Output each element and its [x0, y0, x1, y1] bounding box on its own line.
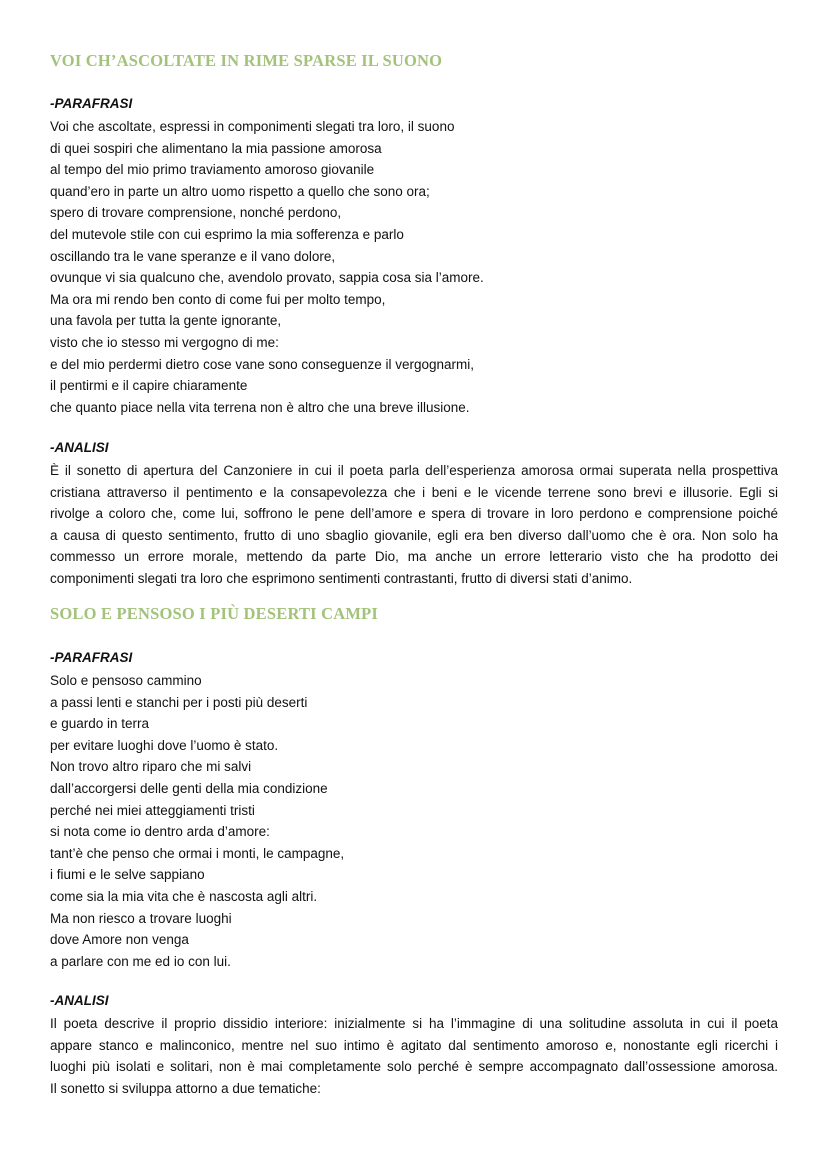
prose-line: appare stanco e malinconico, mentre nel suo intimo è agitato dal sentimento amoroso e, nonostante egli ricerchi i — [50, 1037, 778, 1053]
verse-line: visto che io stesso mi vergogno di me: — [50, 334, 279, 350]
verse-line: dall’accorgersi delle genti della mia condizione — [50, 780, 328, 796]
section-1-analisi-text — [50, 460, 778, 590]
verse-line: si nota come io dentro arda d’amore: — [50, 824, 270, 840]
verse-line: a passi lenti e stanchi per i posti più deserti — [50, 694, 308, 710]
verse-line: che quanto piace nella vita terrena non è altro che una breve illusione. — [50, 399, 470, 415]
verse-line: a parlare con me ed io con lui. — [50, 953, 231, 969]
verse-line: i fiumi e le selve sappiano — [50, 867, 205, 883]
section-2-parafrasi-text — [50, 670, 344, 972]
prose-line: luoghi più isolati e solitari, non è mai completamente solo perché è sempre accompagnato dall’ossessione amorosa. — [50, 1059, 778, 1075]
verse-line: e guardo in terra — [50, 716, 150, 732]
verse-line: del mutevole stile con cui esprimo la mia sofferenza e parlo — [50, 226, 404, 242]
verse-line: dove Amore non venga — [50, 932, 189, 948]
verse-line: tant’è che penso che ormai i monti, le campagne, — [50, 845, 345, 861]
verse-line: il pentirmi e il capire chiaramente — [50, 378, 248, 394]
section-1-title: VOI CH’ASCOLTATE IN RIME SPARSE IL SUONO — [50, 51, 443, 70]
verse-line: una favola per tutta la gente ignorante, — [50, 313, 282, 329]
verse-line: spero di trovare comprensione, nonché perdono, — [50, 205, 342, 221]
section-1-analisi-label: -ANALISI — [50, 440, 109, 455]
prose-line: componimenti slegati tra loro che esprimono sentimenti contrastanti, frutto di diversi stati d’animo. — [50, 570, 633, 586]
prose-line: Il poeta descrive il proprio dissidio interiore: inizialmente si ha l’immagine di una solitudine assoluta in cui il poeta — [50, 1016, 778, 1031]
prose-line: a causa di questo sentimento, frutto di uno sbaglio giovanile, egli era ben diverso dall’uomo che è ora. Non solo ha — [50, 527, 778, 543]
section-1-parafrasi-text — [50, 116, 484, 418]
prose-line: Il sonetto si sviluppa attorno a due tematiche: — [50, 1080, 321, 1096]
section-2-title: SOLO E PENSOSO I PIÙ DESERTI CAMPI — [50, 604, 379, 623]
verse-line: Ma non riesco a trovare luoghi — [50, 910, 232, 926]
prose-line: rivolge a coloro che, come lui, soffrono le pene dell’amore e spera di trovare in loro perdono e comprensione poiché — [50, 506, 778, 522]
verse-line: per evitare luoghi dove l’uomo è stato. — [50, 737, 279, 753]
section-2-analisi-label: -ANALISI — [50, 993, 109, 1008]
verse-line: e del mio perdermi dietro cose vane sono conseguenze il vergognarmi, — [50, 356, 474, 372]
verse-line: Voi che ascoltate, espressi in componimenti slegati tra loro, il suono — [50, 119, 455, 134]
verse-line: Non trovo altro riparo che mi salvi — [50, 759, 252, 775]
verse-line: oscillando tra le vane speranze e il vano dolore, — [50, 248, 336, 264]
verse-line: come sia la mia vita che è nascosta agli altri. — [50, 888, 318, 904]
prose-line: È il sonetto di apertura del Canzoniere in cui il poeta parla dell’esperienza amorosa ormai superata nella prospettiva — [50, 463, 778, 478]
section-2-analisi-text — [50, 1013, 778, 1099]
verse-line: perché nei miei atteggiamenti tristi — [50, 802, 255, 818]
section-2-parafrasi-label: -PARAFRASI — [50, 650, 133, 665]
verse-line: di quei sospiri che alimentano la mia passione amorosa — [50, 140, 382, 156]
prose-line: cristiana attraverso il pentimento e la consapevolezza che i beni e le vicende terrene sono brevi e illusorie. Egli si — [50, 484, 778, 500]
verse-line: ovunque vi sia qualcuno che, avendolo provato, sappia cosa sia l’amore. — [50, 270, 484, 286]
verse-line: al tempo del mio primo traviamento amoroso giovanile — [50, 162, 375, 178]
verse-line: quand’ero in parte un altro uomo rispetto a quello che sono ora; — [50, 183, 430, 199]
verse-line: Solo e pensoso cammino — [50, 673, 202, 688]
verse-line: Ma ora mi rendo ben conto di come fui per molto tempo, — [50, 291, 386, 307]
prose-line: commesso un errore morale, mettendo da parte Dio, ma anche un errore letterario visto che ha prodotto dei — [50, 549, 778, 565]
section-1-parafrasi-label: -PARAFRASI — [50, 96, 133, 111]
